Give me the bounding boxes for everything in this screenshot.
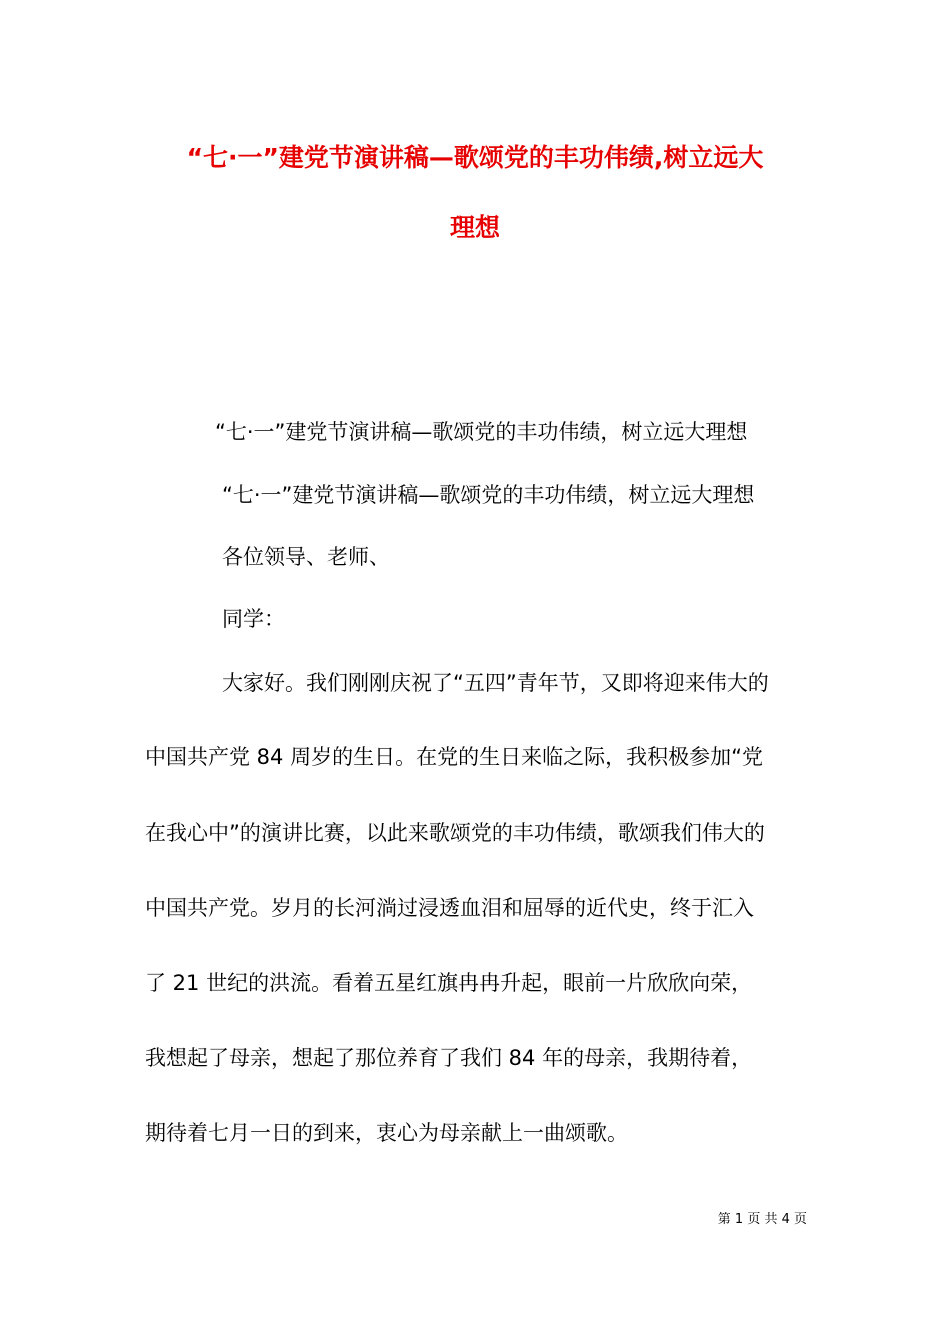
paragraph-line-3: 在我心中”的演讲比赛，以此来歌颂党的丰功伟绩，歌颂我们伟大的 xyxy=(145,821,765,845)
document-title-line-1: “七·一”建党节演讲稿—歌颂党的丰功伟绩,树立远大 xyxy=(186,143,764,172)
paragraph-line-5: 了 21 世纪的洪流。看着五星红旗冉冉升起，眼前一片欣欣向荣， xyxy=(145,971,753,995)
paragraph-line-6: 我想起了母亲，想起了那位养育了我们 84 年的母亲，我期待着， xyxy=(145,1046,753,1070)
heading-repeat-1: “七·一”建党节演讲稿—歌颂党的丰功伟绩，树立远大理想 xyxy=(215,420,748,444)
paragraph-line-4: 中国共产党。岁月的长河淌过浸透血泪和屈辱的近代史，终于汇入 xyxy=(145,896,754,920)
salutation-line-2: 同学： xyxy=(222,607,285,631)
paragraph-line-2: 中国共产党 84 周岁的生日。在党的生日来临之际，我积极参加“党 xyxy=(145,745,763,769)
paragraph-line-1: 大家好。我们刚刚庆祝了“五四”青年节，又即将迎来伟大的 xyxy=(222,671,769,695)
paragraph-line-7: 期待着七月一日的到来，衷心为母亲献上一曲颂歌。 xyxy=(145,1121,628,1145)
salutation-line-1: 各位领导、老师、 xyxy=(222,545,390,569)
heading-repeat-2: “七·一”建党节演讲稿—歌颂党的丰功伟绩，树立远大理想 xyxy=(222,483,755,507)
page-footer: 第 1 页 共 4 页 xyxy=(717,1212,807,1227)
document-title-line-2: 理想 xyxy=(449,213,500,242)
